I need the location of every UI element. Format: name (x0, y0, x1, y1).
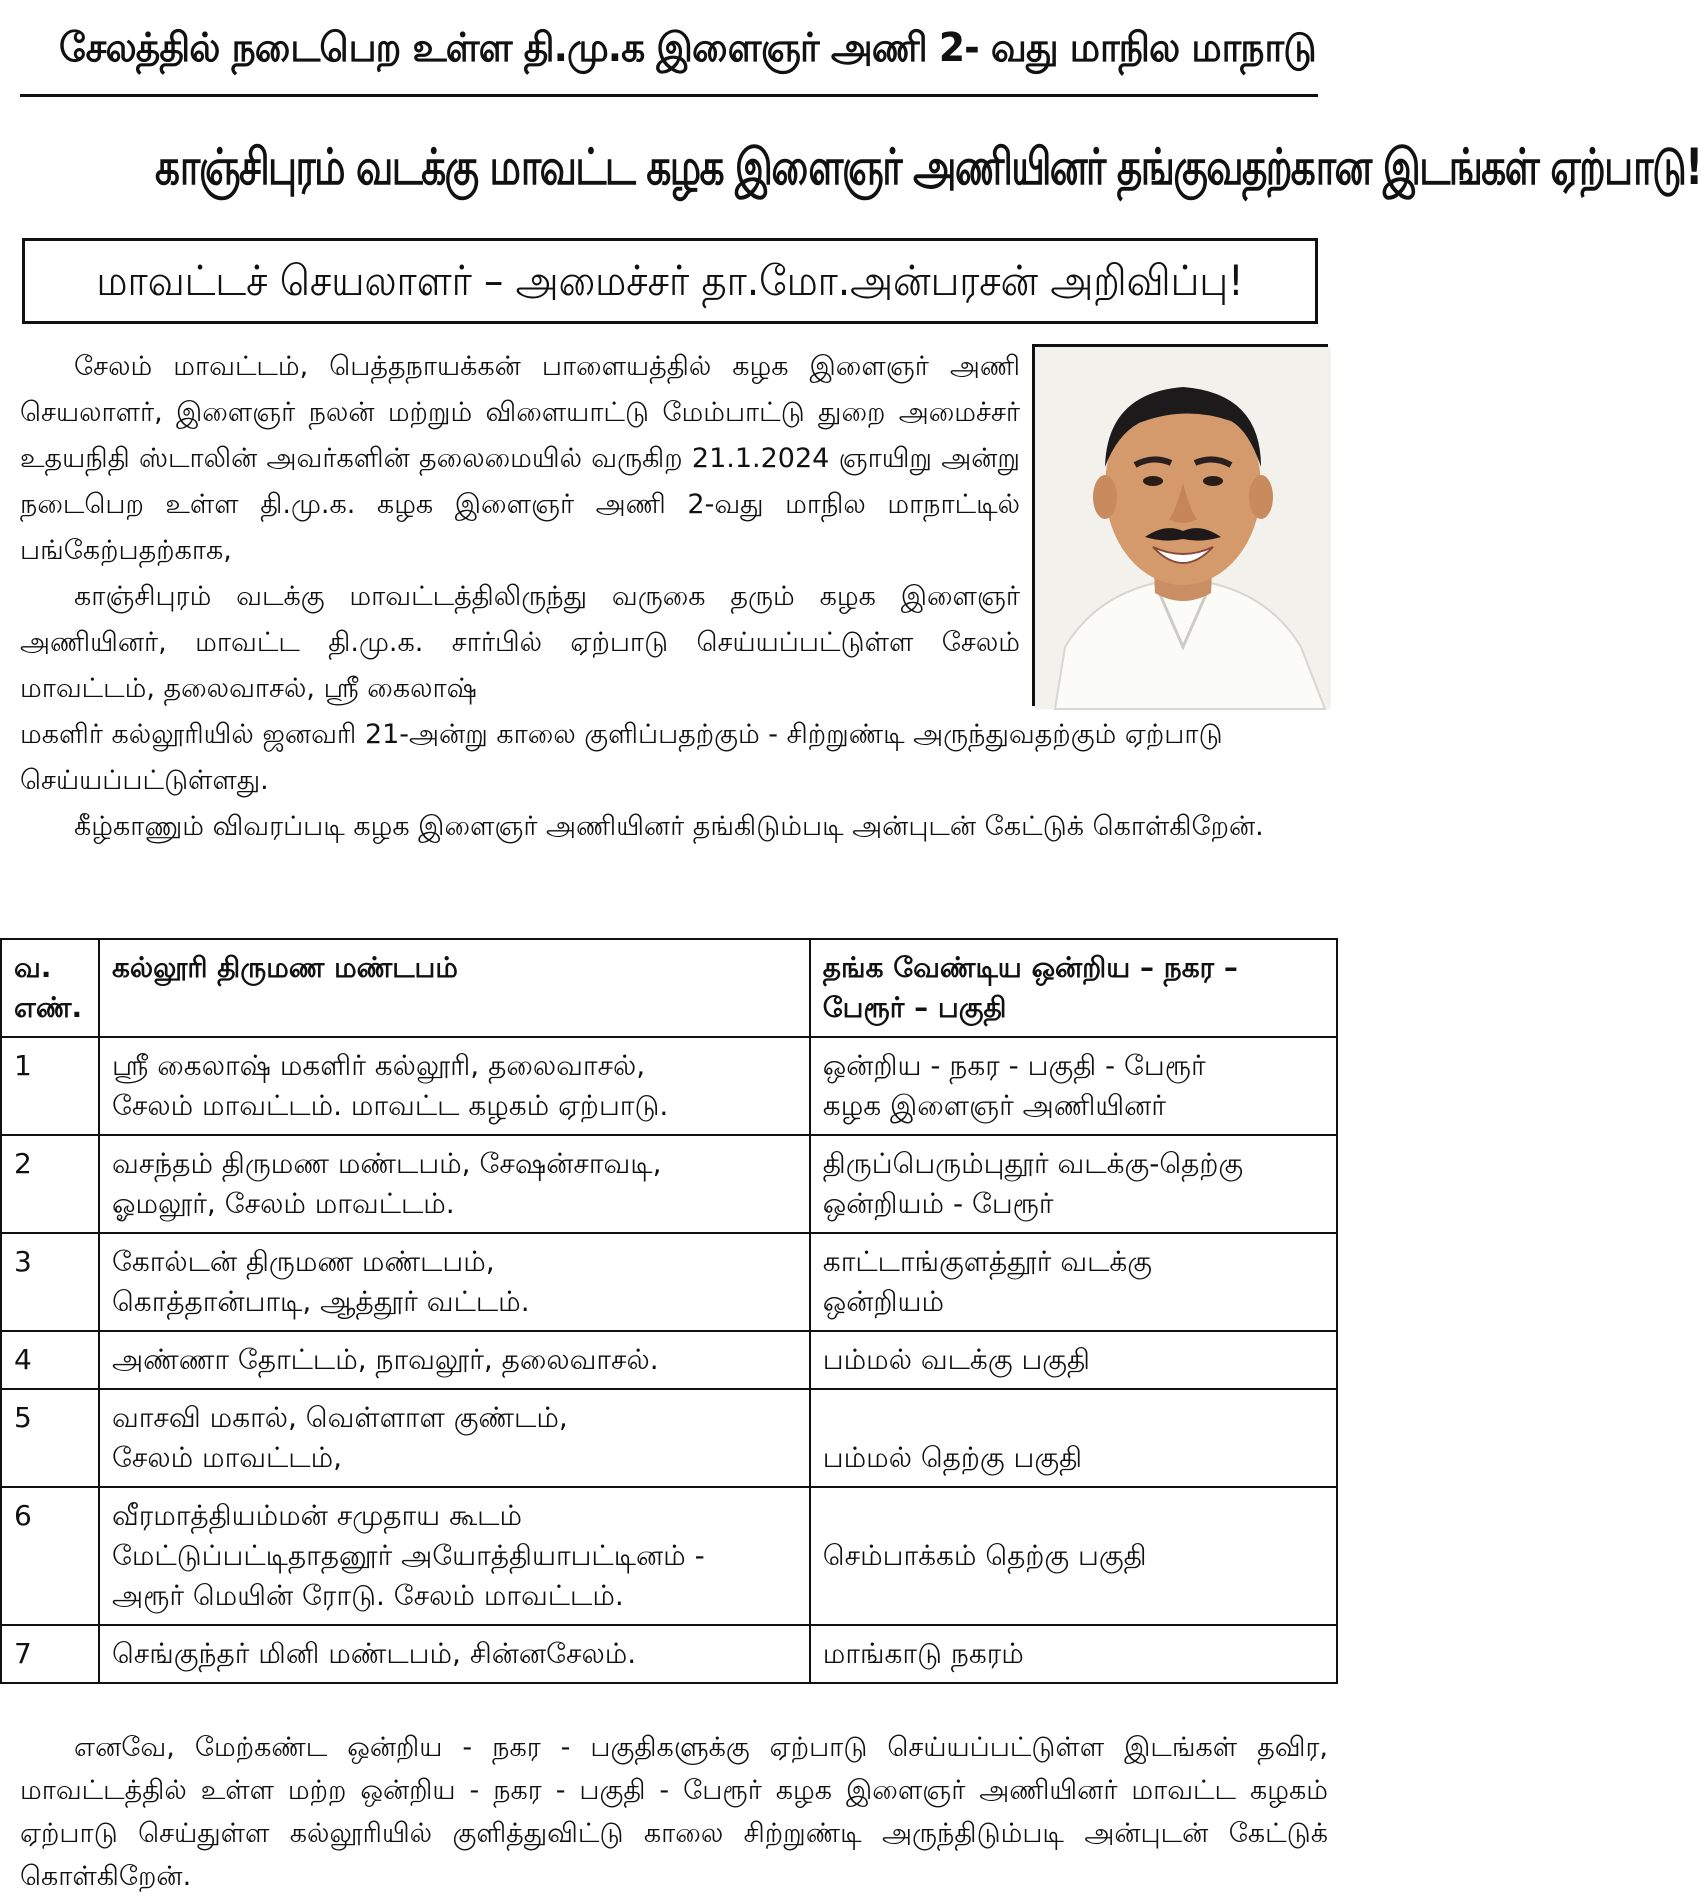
area-line: கழக இளைஞர் அணியினர் (822, 1089, 1166, 1122)
area-cell (810, 1389, 1337, 1487)
table-row (1, 1487, 1337, 1625)
portrait-photo (1032, 344, 1328, 706)
table-row (1, 1625, 1337, 1683)
row-number: 7 (1, 1625, 99, 1683)
venue-line: ஸ்ரீ கைலாஷ் மகளிர் கல்லூரி, தலைவாசல், (111, 1049, 646, 1082)
intro-paragraph-2: காஞ்சிபுரம் வடக்கு மாவட்டத்திலிருந்து வருகை தரும் கழக இளைஞர் அணியினர், மாவட்ட தி.மு.க. சார்பில் ஏற்பாடு செய்யப்பட்டுள்ள சேலம் மாவட்டம், தலைவாசல், ஸ்ரீ கைலாஷ் (20, 581, 1020, 704)
area-line: ஒன்றியம் (822, 1285, 945, 1318)
intro-paragraph-3: கீழ்காணும் விவரப்படி கழக இளைஞர் அணியினர் தங்கிடும்படி அன்புடன் கேட்டுக் கொள்கிறேன். (74, 811, 1264, 842)
row-number: 5 (1, 1389, 99, 1487)
venue-line: வசந்தம் திருமண மண்டபம், சேஷன்சாவடி, (111, 1147, 662, 1180)
column-header-area: தங்க வேண்டிய ஒன்றிய – நகர – பேரூர் – பகுதி (810, 939, 1337, 1037)
area-line: மாங்காடு நகரம் (822, 1637, 1024, 1670)
row-number: 6 (1, 1487, 99, 1625)
venue-line: வாசவி மகால், வெள்ளாள குண்டம், (111, 1401, 568, 1434)
table-row (1, 1135, 1337, 1233)
area-cell (810, 1487, 1337, 1625)
venue-cell (99, 1233, 810, 1331)
header-divider (20, 94, 1318, 97)
area-cell (810, 1331, 1337, 1389)
venue-line: கோல்டன் திருமண மண்டபம், (111, 1245, 495, 1278)
venue-cell (99, 1625, 810, 1683)
area-line: பம்மல் வடக்கு பகுதி (822, 1343, 1090, 1376)
row-number: 2 (1, 1135, 99, 1233)
area-line: ஒன்றிய - நகர - பகுதி - பேரூர் (822, 1049, 1206, 1082)
area-cell (810, 1625, 1337, 1683)
venue-cell (99, 1487, 810, 1625)
closing-paragraph: எனவே, மேற்கண்ட ஒன்றிய - நகர - பகுதிகளுக்கு ஏற்பாடு செய்யப்பட்டுள்ள இடங்கள் தவிர, மாவட்டத்தில் உள்ள மற்ற ஒன்றிய - நகர - பகுதி - பேரூர் கழக இளைஞர் அணியினர் மாவட்ட கழகம் ஏற்பாடு செய்துள்ள கல்லூரியில் குளித்துவிட்டு காலை சிற்றுண்டி அருந்திடும்படி அன்புடன் கேட்டுக் கொள்கிறேன். (20, 1732, 1328, 1892)
table-row (1, 1037, 1337, 1135)
venue-cell (99, 1389, 810, 1487)
venue-line: மேட்டுப்பட்டிதாதனூர் அயோத்தியாபட்டினம் - (111, 1539, 705, 1572)
closing-text (20, 1726, 1328, 1898)
venue-line: அண்ணா தோட்டம், நாவலூர், தலைவாசல். (111, 1343, 659, 1376)
venues-table (0, 938, 1338, 1684)
intro-continued (20, 712, 1328, 850)
venue-cell (99, 1037, 810, 1135)
area-line: பம்மல் தெற்கு பகுதி (822, 1441, 1083, 1474)
announcement-title: மாவட்டச் செயலாளர் – அமைச்சர் தா.மோ.அன்பரசன் அறிவிப்பு! (96, 256, 1244, 305)
header-headline: காஞ்சிபுரம் வடக்கு மாவட்ட கழக இளைஞர் அணியினர் தங்குவதற்கான இடங்கள் ஏற்பாடு! (154, 138, 1701, 196)
table-row (1, 1331, 1337, 1389)
column-header-venue: கல்லூரி திருமண மண்டபம் (99, 939, 810, 1037)
venue-line: கொத்தான்பாடி, ஆத்தூர் வட்டம். (111, 1285, 530, 1318)
document-page (10, 8, 1701, 1892)
column-header-number: வ. எண். (1, 939, 99, 1037)
announcement-box (22, 238, 1318, 324)
venue-line: சேலம் மாவட்டம், (111, 1441, 342, 1474)
venue-line: அரூர் மெயின் ரோடு. சேலம் மாவட்டம். (111, 1579, 624, 1612)
row-number: 1 (1, 1037, 99, 1135)
table-header-row (1, 939, 1337, 1037)
area-line: திருப்பெரும்புதூர் வடக்கு-தெற்கு (822, 1147, 1244, 1180)
row-number: 3 (1, 1233, 99, 1331)
venue-line: ஓமலூர், சேலம் மாவட்டம். (111, 1187, 455, 1220)
area-cell (810, 1135, 1337, 1233)
intro-text (20, 344, 1020, 712)
person-portrait-icon (1035, 347, 1331, 709)
venue-line: வீரமாத்தியம்மன் சமுதாய கூடம் (111, 1499, 522, 1532)
venue-line: சேலம் மாவட்டம். மாவட்ட கழகம் ஏற்பாடு. (111, 1089, 669, 1122)
venue-cell (99, 1135, 810, 1233)
intro-paragraph-2-continued: மகளிர் கல்லூரியில் ஜனவரி 21-அன்று காலை குளிப்பதற்கும் - சிற்றுண்டி அருந்துவதற்கும் ஏற்பாடு செய்யப்பட்டுள்ளது. (20, 719, 1223, 796)
area-line: ஒன்றியம் - பேரூர் (822, 1187, 1054, 1220)
table-row (1, 1233, 1337, 1331)
intro-paragraph-1: சேலம் மாவட்டம், பெத்தநாயக்கன் பாளையத்தில் கழக இளைஞர் அணி செயலாளர், இளைஞர் நலன் மற்றும் விளையாட்டு மேம்பாட்டு துறை அமைச்சர் உதயநிதி ஸ்டாலின் அவர்களின் தலைமையில் வருகிற 21.1.2024 ஞாயிறு அன்று நடைபெற உள்ள தி.மு.க. கழக இளைஞர் அணி 2-வது மாநில மாநாட்டில் பங்கேற்பதற்காக, (20, 351, 1020, 566)
area-cell (810, 1233, 1337, 1331)
header-line-1: சேலத்தில் நடைபெற உள்ள தி.மு.க இளைஞர் அணி 2- வது மாநில மாநாடு (58, 25, 1316, 71)
area-line: செம்பாக்கம் தெற்கு பகுதி (822, 1539, 1147, 1572)
venue-line: செங்குந்தர் மினி மண்டபம், சின்னசேலம். (111, 1637, 637, 1670)
table-row (1, 1389, 1337, 1487)
area-line: காட்டாங்குளத்தூர் வடக்கு (822, 1245, 1153, 1278)
row-number: 4 (1, 1331, 99, 1389)
area-cell (810, 1037, 1337, 1135)
venue-cell (99, 1331, 810, 1389)
